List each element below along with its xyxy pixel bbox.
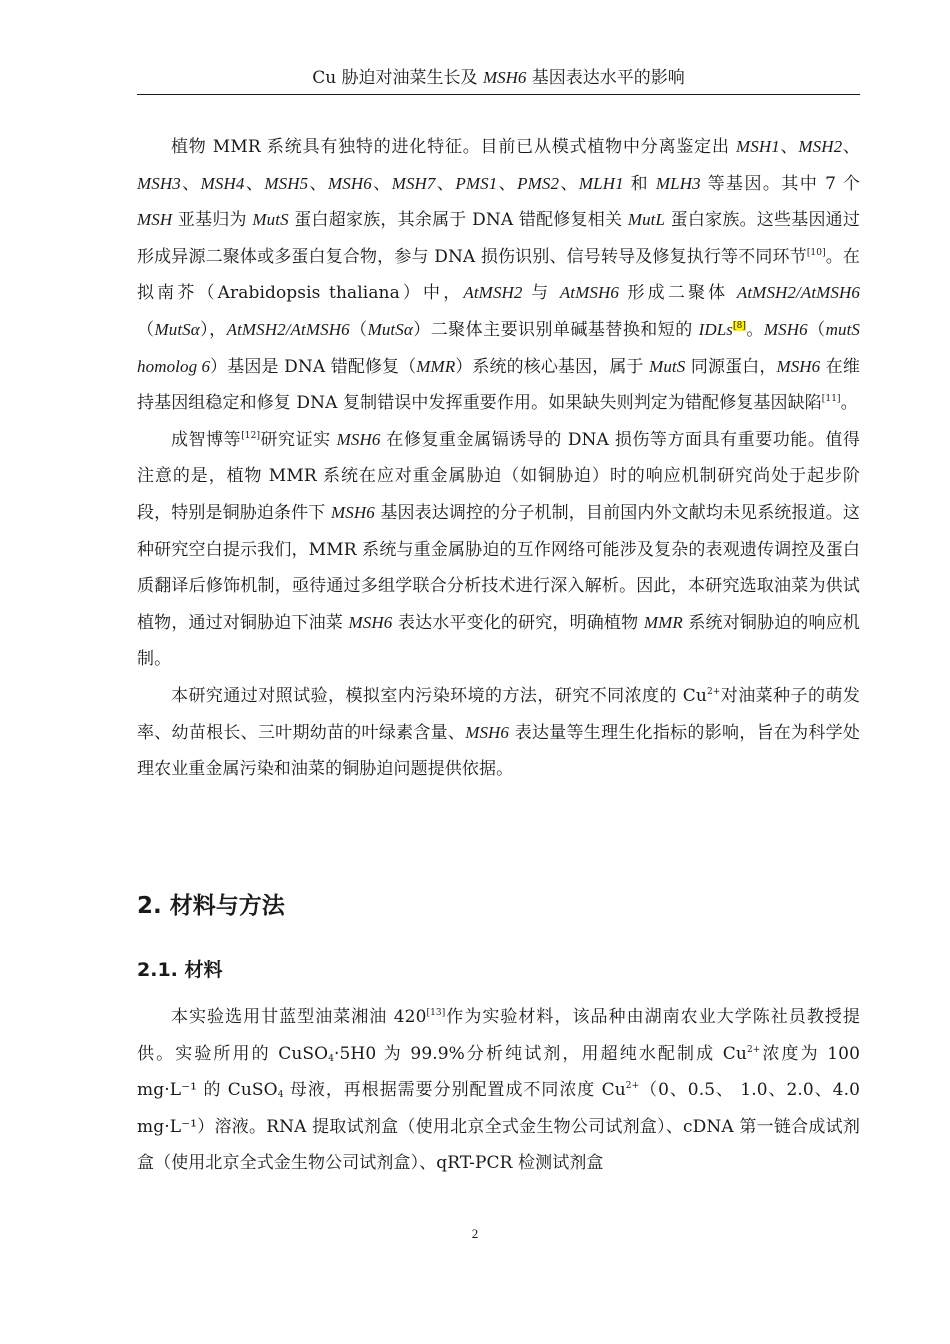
gene-name: MSH7 (391, 173, 436, 193)
text: 等基因。其中 7 个 (700, 173, 861, 194)
citation: [11] (821, 394, 841, 405)
text: ）二聚体主要识别单碱基替换和短的 (412, 319, 699, 340)
gene-name: MSH4 (200, 173, 245, 193)
gene-name: MSH (137, 210, 173, 230)
text: 同源蛋白， (685, 356, 777, 377)
gene-name: IDLs (698, 319, 733, 339)
gene-name: MutS (252, 210, 289, 230)
text: ）基因是 DNA 错配修复（ (210, 356, 417, 377)
paragraph-materials (137, 999, 860, 1182)
gene-name: AtMSH2/AtMSH6 (736, 283, 860, 303)
citation: [10] (806, 247, 826, 258)
text: ）， (199, 319, 227, 340)
text: 本实验选用甘蓝型油菜湘油 420 (171, 1007, 427, 1027)
text: 成智博等 (171, 429, 242, 450)
text: 研究证实 (260, 429, 337, 450)
gene-name: MutL (627, 210, 666, 230)
subscript: 4 (277, 1090, 284, 1101)
subscript: 4 (328, 1053, 335, 1064)
paragraph-research-gap (137, 422, 860, 678)
section-heading: 2. 材料与方法 (137, 893, 285, 919)
text: 浓度为 100 mg·L⁻¹ 的 CuSO (137, 1043, 860, 1101)
gene-name: MutS (649, 356, 686, 376)
text: 、 (779, 137, 799, 157)
gene-name: MMR (643, 612, 683, 632)
gene-name: MSH6 (465, 722, 510, 742)
citation: [13] (426, 1008, 446, 1018)
text: 形成二聚体 (618, 283, 737, 304)
text: 和 (623, 173, 656, 194)
gene-name: MSH3 (137, 173, 181, 193)
gene-name: AtMSH6 (559, 283, 619, 303)
text: 、 (842, 137, 860, 157)
gene-name: MSH2 (798, 137, 843, 156)
text: 表达量等生理生化指标的影响，旨在为科学处理农业重金属污染和油菜的铜胁迫问题提供依据。 (137, 722, 860, 780)
text: 、 (244, 173, 265, 194)
running-header (137, 66, 860, 90)
text: 、 (435, 173, 456, 194)
page-number: 2 (471, 1226, 479, 1241)
text: 、 (371, 173, 392, 194)
text: 表达水平变化的研究，明确植物 (392, 612, 644, 633)
superscript: 2+ (746, 1044, 761, 1055)
header-text-end: 基因表达水平的影响 (526, 68, 685, 88)
text: 。 (840, 393, 858, 414)
text: 基因表达调控的分子机制，目前国内外文献均未见系统报道。这种研究空白提示我们，MMR 系统与重金属胁迫的互作网络可能涉及复杂的表观遗传调控及蛋白质翻译后修饰机制，亟待通过多组学联合分析技术进行深入解析。因此，本研究选取油菜为供试植物，通过对铜胁迫下油菜 (137, 502, 860, 633)
text: 亚基归为 (172, 210, 253, 231)
superscript: 2+ (706, 686, 721, 697)
text: 系统对铜胁迫的响应机制。 (137, 612, 860, 670)
gene-name: MutSα (154, 319, 200, 339)
gene-name: MSH5 (264, 173, 309, 193)
text: 、 (559, 173, 579, 194)
citation: [12] (241, 430, 261, 441)
header-text: Cu 胁迫对油菜生长及 (312, 68, 483, 88)
subsection-heading: 2.1. 材料 (137, 959, 223, 981)
gene-name: mutS homolog 6 (137, 319, 860, 376)
gene-name: MLH1 (578, 173, 624, 193)
materials-text (137, 999, 860, 1182)
gene-name: MSH6 (336, 429, 381, 449)
text: （ (807, 319, 826, 340)
paragraph-mmr-genes (137, 129, 860, 422)
gene-name: MSH6 (348, 612, 393, 632)
gene-name: MMR (416, 356, 456, 376)
text: ）系统的核心基因，属于 (455, 356, 650, 377)
text: （ (349, 319, 368, 340)
gene-name: PMS1 (455, 173, 498, 193)
text: 、 (308, 173, 329, 194)
gene-name: AtMSH2/AtMSH6 (226, 319, 350, 339)
gene-name: MLH3 (655, 173, 701, 193)
text: 、 (497, 173, 518, 194)
header-gene-name: MSH6 (482, 68, 527, 87)
gene-name: MutSα (367, 319, 413, 339)
gene-name: MSH6 (328, 173, 372, 193)
text: 与 (522, 283, 560, 304)
text: 在维持基因组稳定和修复 DNA 复制错误中发挥重要作用。如果缺失则判定为错配修复基因缺陷 (137, 356, 861, 414)
text: 对油菜种子的萌发率、幼苗根长、三叶期幼苗的叶绿素含量、 (137, 685, 860, 743)
text: 植物 MMR 系统具有独特的进化特征。目前已从模式植物中分离鉴定出 (171, 137, 736, 157)
gene-name: PMS2 (517, 173, 560, 193)
gene-name: MSH6 (776, 356, 821, 376)
header-rule (137, 94, 860, 95)
text: 蛋白家族。这些基因通过形成异源二聚体或多蛋白复合物，参与 DNA 损伤识别、信号转导及修复执行等不同环节 (137, 210, 860, 267)
gene-name: MSH1 (735, 137, 780, 156)
text: （0、0.5、 1.0、2.0、4.0 mg·L⁻¹）溶液。RNA 提取试剂盒（使用北京全式金生物公司试剂盒）、cDNA 第一链合成试剂盒（使用北京全式金生物公司试剂盒）、qRT-PCR 检测试剂盒 (137, 1080, 860, 1174)
gene-name: AtMSH2 (463, 283, 523, 303)
text: 。在拟南芥（Arabidopsis thaliana）中， (137, 246, 860, 304)
intro-text (137, 129, 860, 788)
text: （ (137, 319, 155, 340)
superscript: 2+ (625, 1081, 640, 1092)
text: 本研究通过对照试验，模拟室内污染环境的方法，研究不同浓度的 Cu (171, 685, 707, 706)
text: 作为实验材料，该品种由湖南农业大学陈社员教授提供。实验所用的 CuSO (137, 1007, 860, 1064)
text: 在修复重金属镉诱导的 DNA 损伤等方面具有重要功能。值得注意的是，植物 MMR 系统在应对重金属胁迫（如铜胁迫）时的响应机制研究尚处于起步阶段，特别是铜胁迫条件下 (137, 429, 861, 523)
text: 、 (180, 173, 201, 194)
text: ·5H0 为 99.9%分析纯试剂，用超纯水配制成 Cu (334, 1043, 747, 1064)
text: 。 (746, 319, 764, 340)
text: 母液，再根据需要分别配置成不同浓度 Cu (283, 1080, 626, 1101)
text: 蛋白超家族，其余属于 DNA 错配修复相关 (288, 210, 628, 231)
gene-name: MSH6 (763, 319, 808, 339)
paragraph-study-aim (137, 678, 860, 788)
citation-highlighted[interactable]: [8] (733, 320, 747, 331)
gene-name: MSH6 (330, 502, 375, 522)
